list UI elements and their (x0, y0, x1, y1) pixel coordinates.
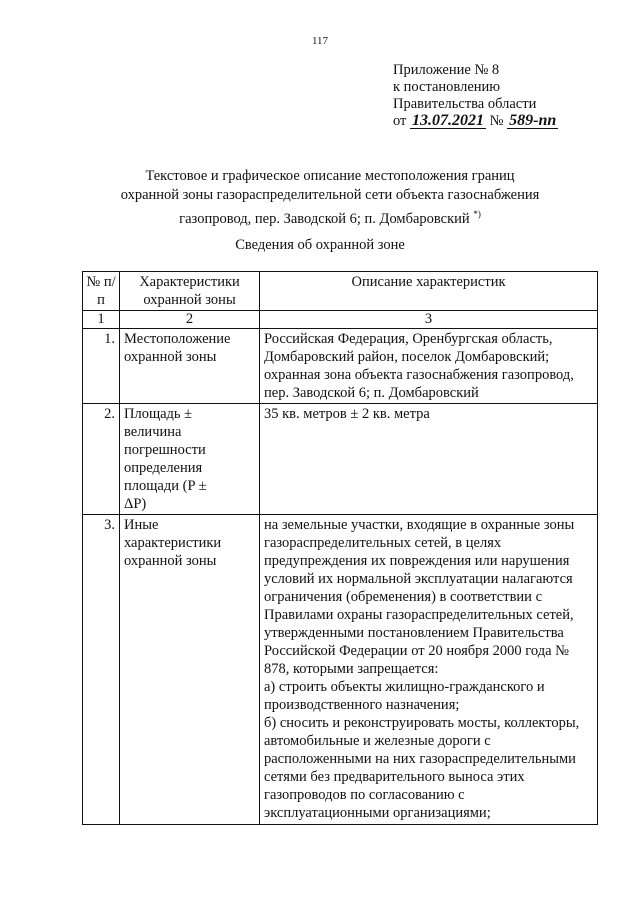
handwritten-date: 13.07.2021 (412, 112, 485, 129)
appendix-line: Правительства области (393, 96, 537, 112)
appendix-line: Приложение № 8 (393, 62, 500, 78)
date-prefix: от (393, 113, 407, 129)
col-number: 1 (83, 311, 120, 329)
table-row (83, 329, 598, 404)
table-row (83, 404, 598, 515)
handwritten-number: 589-пп (509, 112, 557, 129)
appendix-line: к постановлению (393, 79, 501, 95)
row-characteristic: Площадь ± величина погрешности определения площади (P ± ΔP) (120, 404, 260, 515)
section-subtitle: Сведения об охранной зоне (235, 237, 405, 253)
title-line: Текстовое и графическое описание местоположения границ (145, 168, 515, 184)
row-characteristic: Иные характеристики охранной зоны (120, 515, 260, 825)
row-description: 35 кв. метров ± 2 кв. метра (260, 404, 598, 515)
footnote-mark: *) (473, 209, 481, 219)
page-number: 117 (311, 35, 329, 47)
col-number: 2 (120, 311, 260, 329)
table-header-row (83, 272, 598, 311)
row-number: 3. (83, 515, 120, 825)
document-title (60, 167, 600, 229)
column-number-row (83, 311, 598, 329)
header-characteristic: Характеристики охранной зоны (120, 272, 260, 311)
restriction-item-a: а) строить объекты жилищно-гражданского и производственного назначения; (264, 679, 545, 713)
header-description: Описание характеристик (260, 272, 598, 311)
header-number: № п/п (83, 272, 120, 311)
table-row (83, 515, 598, 825)
number-prefix: № (489, 113, 504, 129)
row-description-cell (260, 515, 598, 825)
zone-info-table (82, 271, 598, 825)
title-line: охранной зоны газораспределительной сети объекта газоснабжения (120, 187, 540, 203)
row-description: на земельные участки, входящие в охранные зоны газораспределительных сетей, в целях предупреждения их повреждения или нарушения условий их нормальной эксплуатации налагаются ограничения (обременения) в соответствии с Правилами охраны газораспределительных сетей, утвержденными постановлением Правительства Российской Федерации от 20 ноября 2000 года № 878, которыми запрещается: (264, 517, 575, 677)
title-line-3 (60, 205, 600, 229)
row-number: 2. (83, 404, 120, 515)
restriction-item-b: б) сносить и реконструировать мосты, коллекторы, автомобильные и железные дороги с расположенными на них газораспределительными сетями без предварительного выноса этих газопроводов по согласованию с эксплуатационными организациями; (264, 715, 580, 821)
row-number: 1. (83, 329, 120, 404)
row-description: Российская Федерация, Оренбургская область, Домбаровский район, поселок Домбаровский; охранная зона объекта газоснабжения газопровод, пер. Заводской 6; п. Домбаровский (260, 329, 598, 404)
col-number: 3 (260, 311, 598, 329)
row-characteristic: Местоположение охранной зоны (120, 329, 260, 404)
title-line: газопровод, пер. Заводской 6; п. Домбаровский (179, 210, 470, 227)
appendix-block (393, 62, 558, 130)
appendix-date-line (393, 113, 558, 130)
